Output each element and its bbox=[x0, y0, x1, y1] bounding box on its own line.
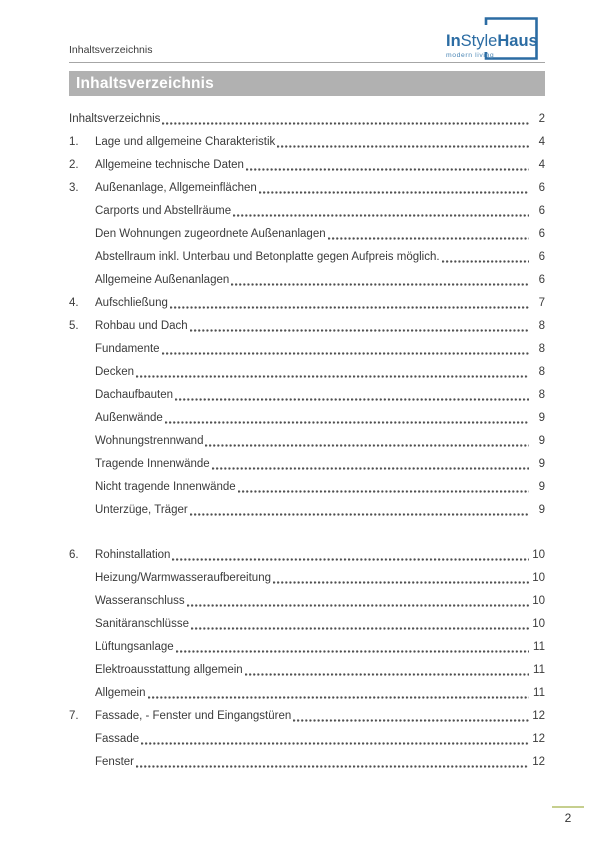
dot-leader-icon bbox=[136, 762, 529, 768]
toc-entry-label: Rohinstallation bbox=[95, 549, 171, 561]
toc-entry[interactable] bbox=[69, 726, 545, 749]
toc-entry[interactable] bbox=[69, 129, 545, 152]
toc-entry-number: 2. bbox=[69, 159, 79, 171]
dot-leader-icon bbox=[191, 624, 529, 630]
toc-entry[interactable] bbox=[69, 657, 545, 680]
instylehaus-logo bbox=[445, 16, 545, 62]
logo-tagline: modern living bbox=[446, 52, 495, 59]
toc-entry-number: 6. bbox=[69, 549, 79, 561]
toc-entry-label: Fassade bbox=[95, 733, 140, 745]
dot-leader-icon bbox=[246, 165, 529, 171]
toc-entry-label: Lage und allgemeine Charakteristik bbox=[95, 136, 276, 148]
toc-entry[interactable] bbox=[69, 382, 545, 405]
toc-entry[interactable] bbox=[69, 267, 545, 290]
toc-entry-label: Unterzüge, Träger bbox=[95, 504, 188, 516]
toc-entry[interactable] bbox=[69, 703, 545, 726]
toc-entry-page: 9 bbox=[538, 458, 545, 470]
toc-entry-page: 12 bbox=[532, 710, 545, 722]
toc-entry[interactable] bbox=[69, 175, 545, 198]
toc-entry-page: 4 bbox=[538, 136, 545, 148]
dot-leader-icon bbox=[176, 647, 529, 653]
dot-leader-icon bbox=[205, 441, 529, 447]
toc-entry[interactable] bbox=[69, 497, 545, 520]
toc-entry-label: Allgemeine Außenanlagen bbox=[95, 274, 230, 286]
dot-leader-icon bbox=[190, 326, 529, 332]
toc-entry-label: Inhaltsverzeichnis bbox=[69, 113, 161, 125]
toc-entry-page: 6 bbox=[538, 182, 545, 194]
toc-entry-page: 8 bbox=[538, 320, 545, 332]
toc-entry-label: Decken bbox=[95, 366, 134, 378]
toc-entry-page: 8 bbox=[538, 343, 545, 355]
toc-entry-page: 12 bbox=[532, 756, 545, 768]
toc-entry[interactable] bbox=[69, 313, 545, 336]
toc-entry-number: 3. bbox=[69, 182, 79, 194]
page-number: 2 bbox=[564, 811, 572, 825]
dot-leader-icon bbox=[328, 234, 529, 240]
page-header bbox=[69, 0, 545, 63]
dot-leader-icon bbox=[233, 211, 529, 217]
toc-entry[interactable] bbox=[69, 336, 545, 359]
dot-leader-icon bbox=[136, 372, 529, 378]
toc-entry-page: 10 bbox=[532, 618, 545, 630]
toc-entry-page: 9 bbox=[538, 504, 545, 516]
toc-entry-page: 9 bbox=[538, 481, 545, 493]
toc-entry[interactable] bbox=[69, 634, 545, 657]
dot-leader-icon bbox=[175, 395, 529, 401]
toc-entry[interactable] bbox=[69, 244, 545, 267]
toc-entry[interactable] bbox=[69, 451, 545, 474]
toc-entry-page: 4 bbox=[538, 159, 545, 171]
toc-entry-page: 6 bbox=[538, 274, 545, 286]
toc-entry-page: 7 bbox=[538, 297, 545, 309]
dot-leader-icon bbox=[442, 257, 529, 263]
toc-entry-label: Lüftungsanlage bbox=[95, 641, 174, 653]
toc-entry-label: Heizung/Warmwasseraufbereitung bbox=[95, 572, 271, 584]
toc-entry-label: Abstellraum inkl. Unterbau und Betonplatte gegen Aufpreis möglich. bbox=[95, 251, 440, 263]
toc-entry-label: Wohnungstrennwand bbox=[95, 435, 204, 447]
dot-leader-icon bbox=[148, 693, 530, 699]
toc-entry-label: Den Wohnungen zugeordnete Außenanlagen bbox=[95, 228, 326, 240]
toc-entry-label: Allgemein bbox=[95, 687, 146, 699]
toc-entry-label: Fundamente bbox=[95, 343, 160, 355]
toc-entry-page: 2 bbox=[538, 113, 545, 125]
toc-entry-page: 10 bbox=[532, 572, 545, 584]
toc-entry[interactable] bbox=[69, 290, 545, 313]
toc-entry-page: 11 bbox=[533, 687, 545, 699]
toc-entry[interactable] bbox=[69, 749, 545, 772]
logo-text: InStyleHaus bbox=[446, 32, 538, 50]
toc-entry-page: 8 bbox=[538, 366, 545, 378]
toc-entry[interactable] bbox=[69, 359, 545, 382]
toc-entry-page: 6 bbox=[538, 228, 545, 240]
toc-list bbox=[69, 106, 545, 772]
dot-leader-icon bbox=[170, 303, 529, 309]
toc-entry-label: Wasseranschluss bbox=[95, 595, 185, 607]
toc-entry-label: Rohbau und Dach bbox=[95, 320, 188, 332]
dot-leader-icon bbox=[165, 418, 529, 424]
dot-leader-icon bbox=[245, 670, 529, 676]
toc-entry[interactable] bbox=[69, 542, 545, 565]
dot-leader-icon bbox=[238, 487, 529, 493]
dot-leader-icon bbox=[231, 280, 529, 286]
toc-entry[interactable] bbox=[69, 221, 545, 244]
toc-entry[interactable] bbox=[69, 198, 545, 221]
toc-entry-number: 1. bbox=[69, 136, 79, 148]
toc-entry-label: Außenwände bbox=[95, 412, 163, 424]
section-title-bar bbox=[69, 71, 545, 96]
toc-entry[interactable] bbox=[69, 565, 545, 588]
toc-entry-label: Tragende Innenwände bbox=[95, 458, 210, 470]
toc-entry-label: Fassade, - Fenster und Eingangstüren bbox=[95, 710, 292, 722]
toc-entry-page: 8 bbox=[538, 389, 545, 401]
dot-leader-icon bbox=[162, 349, 529, 355]
toc-entry-number: 4. bbox=[69, 297, 79, 309]
dot-leader-icon bbox=[141, 739, 529, 745]
toc-entry[interactable] bbox=[69, 405, 545, 428]
toc-entry-number: 5. bbox=[69, 320, 79, 332]
dot-leader-icon bbox=[293, 716, 529, 722]
toc-entry-page: 11 bbox=[533, 641, 545, 653]
dot-leader-icon bbox=[273, 578, 529, 584]
dot-leader-icon bbox=[259, 188, 529, 194]
toc-entry-label: Dachaufbauten bbox=[95, 389, 174, 401]
dot-leader-icon bbox=[277, 142, 529, 148]
toc-entry-page: 10 bbox=[532, 549, 545, 561]
toc-entry[interactable] bbox=[69, 474, 545, 497]
toc-entry-page: 6 bbox=[538, 251, 545, 263]
toc-entry-label: Allgemeine technische Daten bbox=[95, 159, 244, 171]
toc-entry-label: Carports und Abstellräume bbox=[95, 205, 232, 217]
toc-entry[interactable] bbox=[69, 680, 545, 703]
page-content bbox=[69, 0, 545, 772]
toc-entry[interactable] bbox=[69, 106, 545, 129]
toc-entry[interactable] bbox=[69, 428, 545, 451]
toc-entry-page: 9 bbox=[538, 435, 545, 447]
toc-entry-label: Elektroausstattung allgemein bbox=[95, 664, 243, 676]
toc-entry-page: 10 bbox=[532, 595, 545, 607]
running-header-title: Inhaltsverzeichnis bbox=[69, 44, 153, 56]
toc-entry-label: Fenster bbox=[95, 756, 134, 768]
dot-leader-icon bbox=[162, 119, 529, 125]
toc-entry[interactable] bbox=[69, 611, 545, 634]
toc-entry-label: Nicht tragende Innenwände bbox=[95, 481, 236, 493]
dot-leader-icon bbox=[172, 555, 529, 561]
toc-entry-label: Außenanlage, Allgemeinflächen bbox=[95, 182, 257, 194]
toc-entry-page: 9 bbox=[538, 412, 545, 424]
toc-entry-label: Sanitäranschlüsse bbox=[95, 618, 189, 630]
toc-entry-page: 6 bbox=[538, 205, 545, 217]
toc-entry[interactable] bbox=[69, 588, 545, 611]
toc-entry-label: Aufschließung bbox=[95, 297, 168, 309]
toc-entry-number: 7. bbox=[69, 710, 79, 722]
footer-rule bbox=[552, 806, 584, 808]
dot-leader-icon bbox=[190, 510, 529, 516]
toc-entry[interactable] bbox=[69, 152, 545, 175]
dot-leader-icon bbox=[187, 601, 529, 607]
page-footer bbox=[548, 806, 588, 825]
section-title: Inhaltsverzeichnis bbox=[76, 75, 214, 92]
toc-entry-page: 12 bbox=[532, 733, 545, 745]
dot-leader-icon bbox=[212, 464, 529, 470]
toc-entry-page: 11 bbox=[533, 664, 545, 676]
